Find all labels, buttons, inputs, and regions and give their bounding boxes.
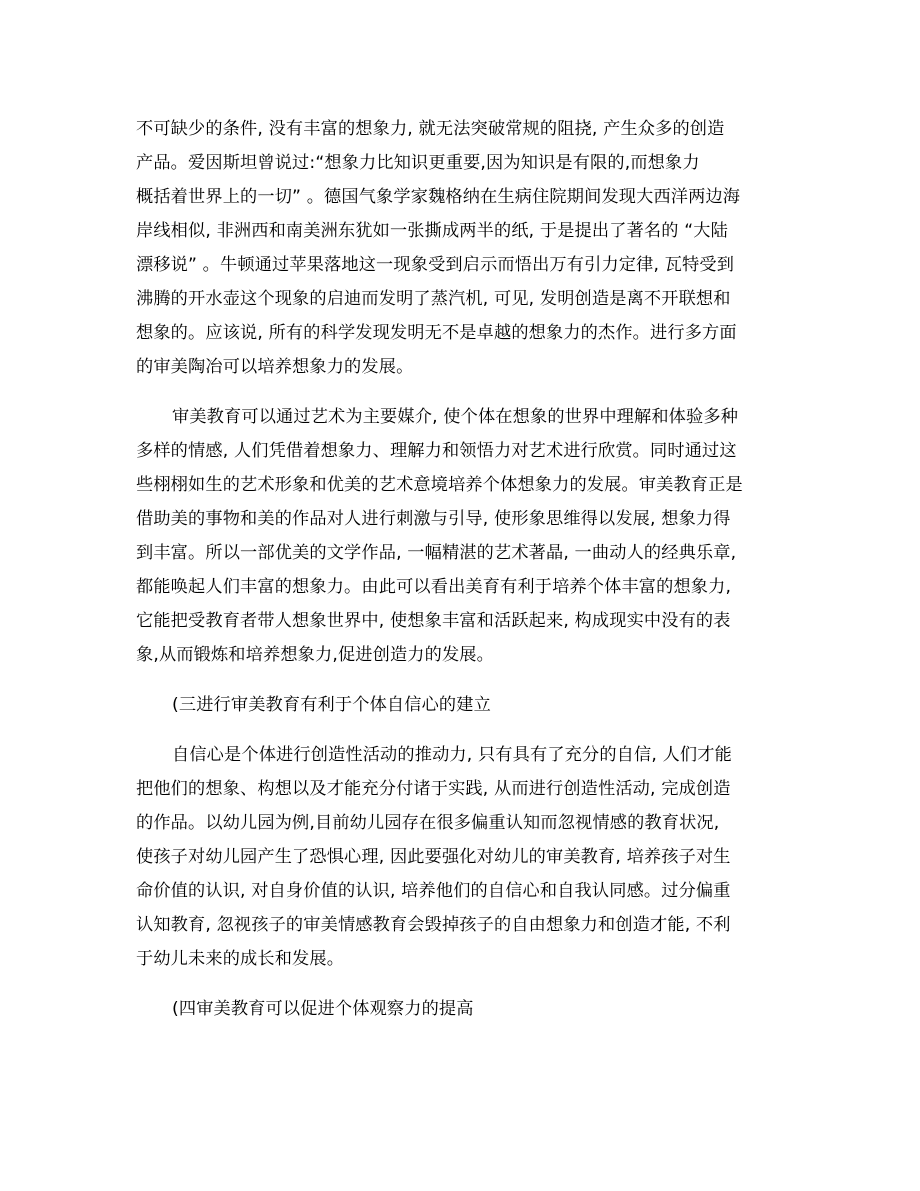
text-line: 它能把受教育者带人想象世界中, 使想象丰富和活跃起来, 构成现实中没有的表 <box>136 611 731 631</box>
text-line: 漂移说” 。牛顿通过苹果落地这一现象受到启示而悟出万有引力定律, 瓦特受到 <box>136 255 735 275</box>
text-line: 到丰富。所以一部优美的文学作品, 一幅精湛的艺术著晶, 一曲动人的经典乐章, <box>136 543 737 563</box>
text-line: 认知教育, 忽视孩子的审美情感教育会毁掉孩子的自由想象力和创造才能, 不利 <box>136 915 731 935</box>
section-heading-self-confidence: (三进行审美教育有利于个体自信心的建立 <box>172 695 491 715</box>
text-line: 借助美的事物和美的作品对人进行刺激与引导, 使形象思维得以发展, 想象力得 <box>136 509 731 529</box>
text-line: 命价值的认识, 对自身价值的认识, 培养他们的自信心和自我认同感。过分偏重 <box>136 881 731 901</box>
text-line: 不可缺少的条件, 没有丰富的想象力, 就无法突破常规的阻挠, 产生众多的创造 <box>136 119 725 139</box>
text-line: 于幼儿未来的成长和发展。 <box>136 949 345 969</box>
text-line: 的审美陶冶可以培养想象力的发展。 <box>136 357 414 377</box>
text-line: 审美教育可以通过艺术为主要媒介, 使个体在想象的世界中理解和体验多种 <box>172 407 739 427</box>
text-line: 概括着世界上的一切” 。德国气象学家魏格纳在生病住院期间发现大西洋两边海 <box>136 187 741 207</box>
text-line: 沸腾的开水壶这个现象的启迪而发明了蒸汽机, 可见, 发明创造是离不开联想和 <box>136 289 731 309</box>
text-line: 想象的。应该说, 所有的科学发现发明无不是卓越的想象力的杰作。进行多方面 <box>136 323 737 343</box>
text-line: 的作品。以幼儿园为例,目前幼儿园存在很多偏重认知而忽视情感的教育状况, <box>136 813 720 833</box>
text-line: 自信心是个体进行创造性活动的推动力, 只有具有了充分的自信, 人们才能 <box>172 745 732 765</box>
text-line: 产品。爱因斯坦曾说过:“想象力比知识更重要,因为知识是有限的,而想象力 <box>136 153 700 173</box>
text-line: 都能唤起人们丰富的想象力。由此可以看出美育有利于培养个体丰富的想象力, <box>136 577 732 597</box>
text-line: 岸线相似, 非洲西和南美洲东犹如一张撕成两半的纸, 于是提出了著名的 “大陆 <box>136 221 728 241</box>
section-heading-observation: (四审美教育可以促进个体观察力的提高 <box>172 999 474 1019</box>
text-line: 使孩子对幼儿园产生了恐惧心理, 因此要强化对幼儿的审美教育, 培养孩子对生 <box>136 847 731 867</box>
text-line: 多样的情感, 人们凭借着想象力、理解力和领悟力对艺术进行欣赏。同时通过这 <box>136 441 737 461</box>
text-line: 象,从而锻炼和培养想象力,促进创造力的发展。 <box>136 645 494 665</box>
text-line: 把他们的想象、构想以及才能充分付诸于实践, 从而进行创造性活动, 完成创造 <box>136 779 731 799</box>
text-line: 些栩栩如生的艺术形象和优美的艺术意境培养个体想象力的发展。审美教育正是 <box>136 475 743 495</box>
